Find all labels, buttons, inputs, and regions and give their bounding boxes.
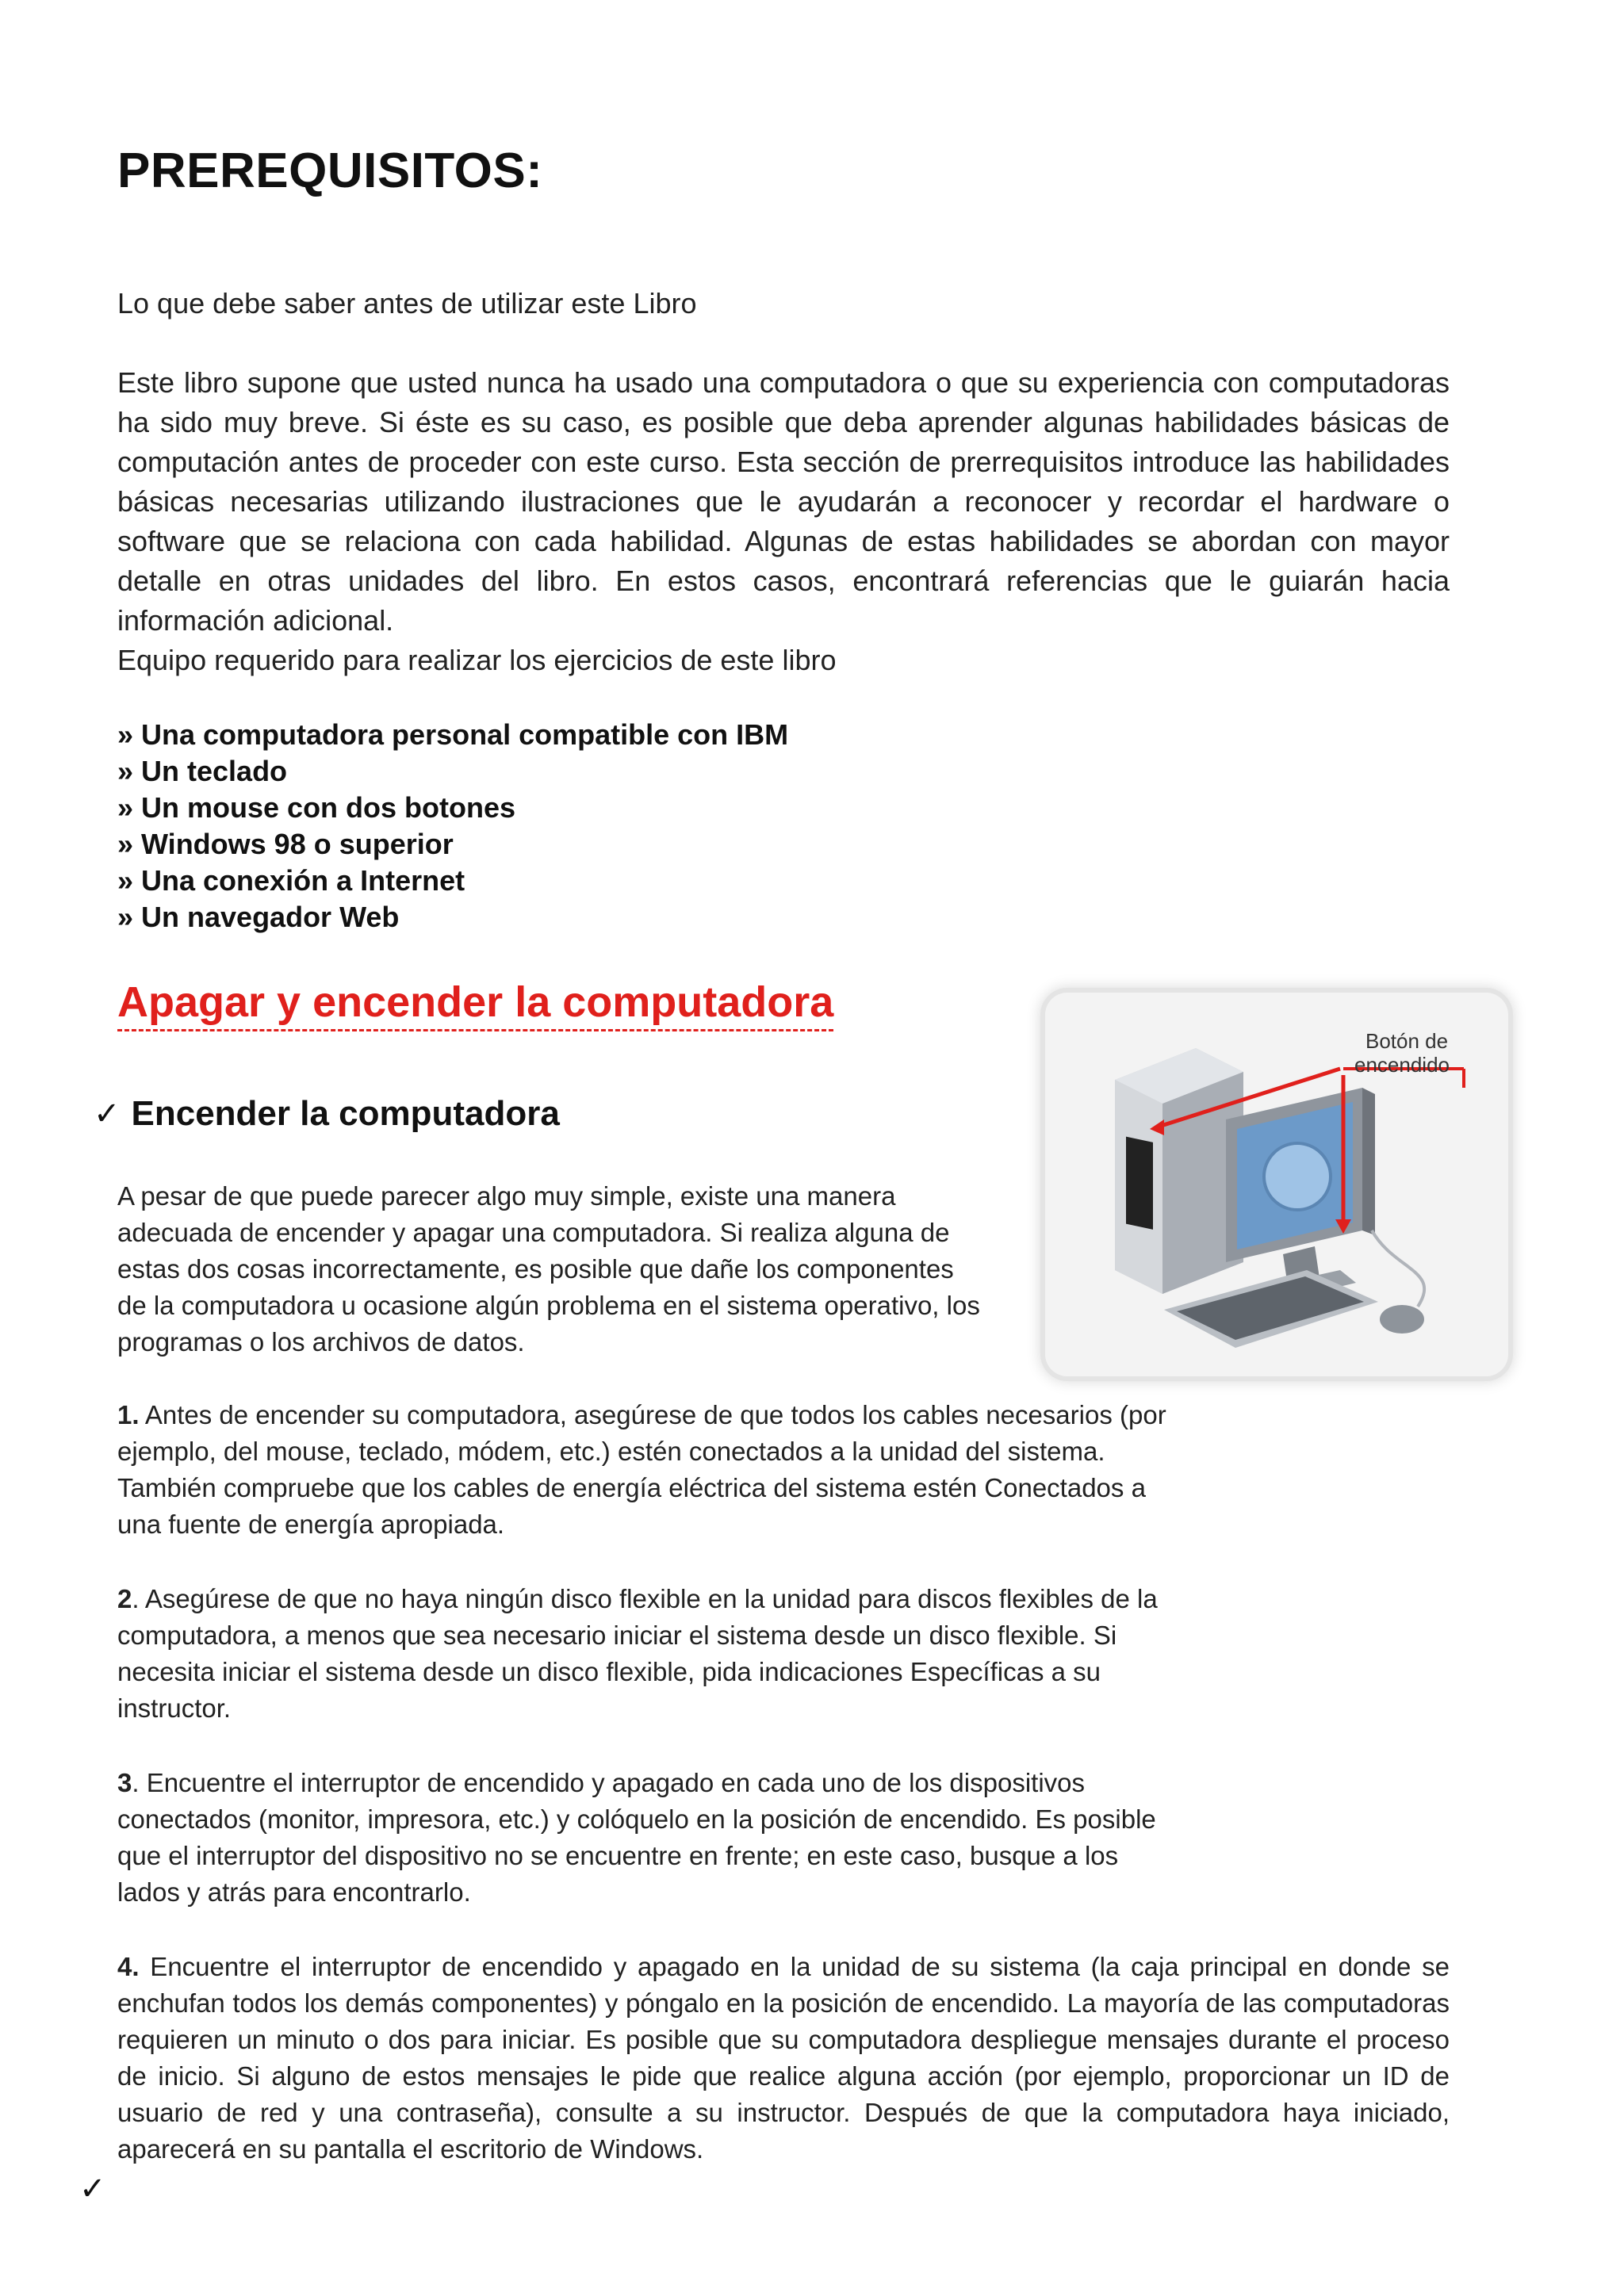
list-item: » Un mouse con dos botones [117, 791, 516, 824]
step-text: Encuentre el interruptor de encendido y apagado en la unidad de su sistema (la caja principal en donde se enchufan todos los demás componentes) y póngalo en la posición de encendido. La mayoría de las computadoras requieren un minuto o dos para iniciar. Es posible que su computadora despliegue mensajes durante el proceso de inicio. Si alguno de estos mensajes le pide que realice alguna acción (por ejemplo, proporcionar un ID de usuario de red y una contraseña), consulte a su instructor. Después de que la computadora haya iniciado, aparecerá en su pantalla el escritorio de Windows. [117, 1952, 1450, 2164]
list-item: » Una conexión a Internet [117, 864, 465, 897]
intro-instructions: A pesar de que puede parecer algo muy simple, existe una manera adecuada de encender y apagar una computadora. Si realiza alguna de estas dos cosas incorrectamente, es posible que dañe los componentes de la computadora u ocasione algún problema en el sistema operativo, los programas o los archivos de datos. [117, 1181, 980, 1357]
step-number: 3 [117, 1768, 132, 1797]
step-text: Antes de encender su computadora, asegúrese de que todos los cables necesarios (por ejemplo, del mouse, teclado, módem, etc.) estén conectados a la unidad del sistema. También compruebe que los cables de energía eléctrica del sistema estén Conectados a una fuente de energía apropiada. [117, 1400, 1166, 1539]
step-number: 2 [117, 1584, 132, 1613]
checkmark-icon: ✓ [79, 2172, 106, 2206]
power-button-label-line1: Botón de [1365, 1029, 1449, 1053]
intro-paragraph-block [117, 363, 1450, 680]
computer-illustration [1045, 993, 1508, 1376]
step-2 [117, 1581, 1172, 1727]
step-4 [117, 1949, 1450, 2168]
intro-paragraph: Este libro supone que usted nunca ha usado una computadora o que su experiencia con computadoras ha sido muy breve. Si éste es su caso, es posible que deba aprender algunas habilidades básicas de computación antes de proceder con este curso. Esta sección de prerrequisitos introduce las habilidades básicas necesarias utilizando ilustraciones que le ayudarán a reconocer y recordar el hardware o software que se relaciona con cada habilidad. Algunas de estas habilidades se abordan con mayor detalle en otras unidades del libro. En estos casos, encontrará referencias que le guiarán hacia información adicional. [117, 366, 1450, 637]
step-number: 4. [117, 1952, 140, 1981]
list-item: » Una computadora personal compatible con IBM [117, 718, 789, 751]
checkmark-icon: ✓ [94, 1096, 121, 1131]
equipment-list [117, 717, 788, 936]
step-3 [117, 1765, 1172, 1911]
step-text: . Encuentre el interruptor de encendido y apagado en cada uno de los dispositivos conectados (monitor, impresora, etc.) y colóquelo en la posición de encendido. Es posible que el interruptor del dispositivo no se encuentre en frente; en este caso, busque a los lados y atrás para encontrarlo. [117, 1768, 1156, 1907]
page-title: PREREQUISITOS: [117, 144, 543, 198]
step-number: 1. [117, 1400, 140, 1429]
equipment-heading: Equipo requerido para realizar los ejercicios de este libro [117, 644, 837, 676]
power-button-label-line2: encendido [1354, 1053, 1450, 1077]
step-text: . Asegúrese de que no haya ningún disco flexible en la unidad para discos flexibles de la computadora, a menos que sea necesario iniciar el sistema desde un disco flexible. Si necesita iniciar el sistema desde un disco flexible, pida indicaciones Específicas a su instructor. [117, 1584, 1158, 1723]
section-title: Apagar y encender la computadora [117, 977, 833, 1031]
list-item: » Un teclado [117, 755, 288, 787]
subheading [94, 1094, 560, 1134]
list-item: » Un navegador Web [117, 901, 400, 933]
subheading-text: Encender la computadora [131, 1094, 560, 1133]
list-item: » Windows 98 o superior [117, 828, 454, 860]
computer-illustration-svg [1045, 993, 1508, 1376]
step-1 [117, 1397, 1172, 1543]
mouse-icon [1380, 1305, 1424, 1334]
intro-lead: Lo que debe saber antes de utilizar este Libro [117, 287, 697, 320]
